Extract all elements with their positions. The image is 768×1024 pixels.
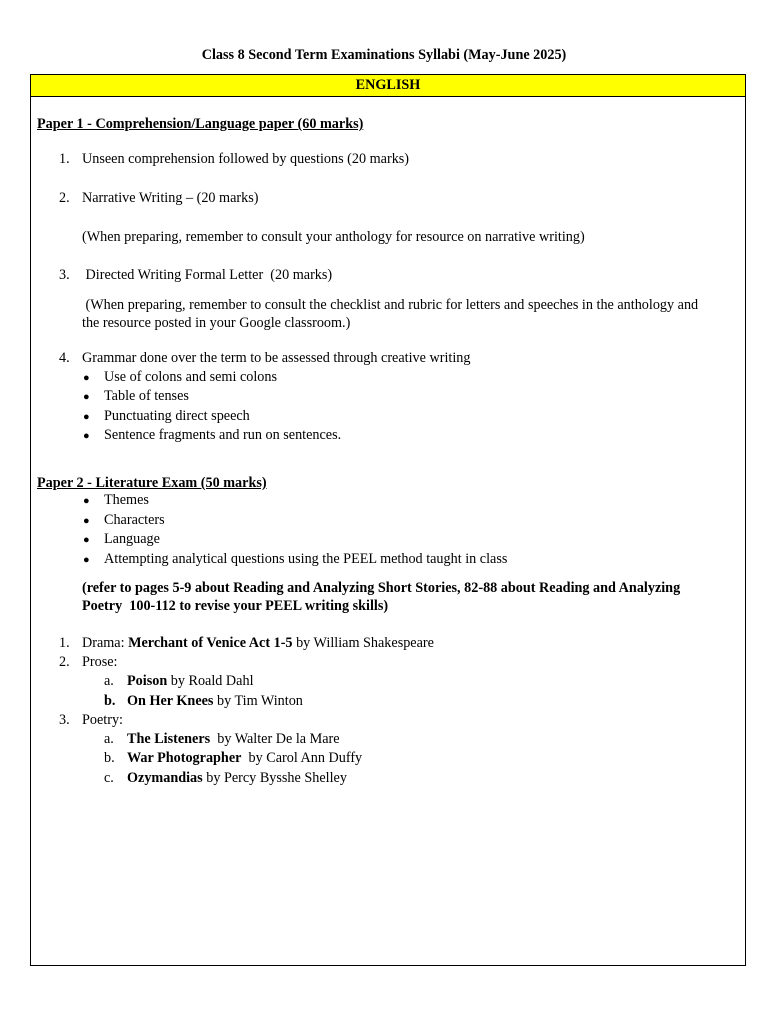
grammar-bullet-4: Sentence fragments and run on sentences. [104,427,342,443]
refer-note-line2: Poetry 100-112 to revise your PEEL writing skills) [82,598,389,614]
paper1-item-3-text: Directed Writing Formal Letter (20 marks) [82,267,333,283]
paper1-item-3-note-line1: (When preparing, remember to consult the checklist and rubric for letters and speeches in the anthology and [82,297,699,313]
refer-note-line1: (refer to pages 5-9 about Reading and Analyzing Short Stories, 82-88 about Reading and Analyzing [82,580,681,596]
bullet-icon: ● [83,515,90,527]
literature-bullet-4: Attempting analytical questions using the PEEL method taught in class [104,551,508,567]
bullet-icon: ● [83,372,90,384]
grammar-bullet-2: Table of tenses [104,388,189,404]
paper1-item-3-number: 3. [59,267,70,283]
bullet-icon: ● [83,391,90,403]
drama-number: 1. [59,635,70,651]
paper1-item-4-number: 4. [59,350,70,366]
poetry-item-a-letter: a. [104,731,114,747]
poetry-item-b-author: by Carol Ann Duffy [241,750,363,766]
poetry-item-c [127,770,347,787]
prose-item-b [127,693,303,710]
paper1-heading: Paper 1 - Comprehension/Language paper (60 marks) [37,116,364,132]
paper1-item-3-note-line2: the resource posted in your Google classroom.) [82,315,351,331]
poetry-item-b [127,750,362,767]
poetry-item-a-title: The Listeners [127,731,211,747]
prose-item-a [127,673,254,690]
drama-title: Merchant of Venice Act 1-5 [128,635,293,651]
paper1-item-4-text: Grammar done over the term to be assessed through creative writing [82,350,471,366]
prose-item-b-letter: b. [104,693,116,709]
grammar-bullet-3: Punctuating direct speech [104,408,250,424]
subject-banner: ENGLISH [31,75,745,97]
prose-item-b-title: On Her Knees [127,693,214,709]
paper1-item-2-number: 2. [59,190,70,206]
prose-item-a-title: Poison [127,673,168,689]
grammar-bullet-1: Use of colons and semi colons [104,369,277,385]
bullet-icon: ● [83,411,90,423]
poetry-item-b-letter: b. [104,750,115,766]
poetry-item-b-title: War Photographer [127,750,242,766]
literature-bullet-2: Characters [104,512,165,528]
poetry-item-c-title: Ozymandias [127,770,203,786]
drama-author: by William Shakespeare [292,635,434,651]
poetry-number: 3. [59,712,70,728]
prose-number: 2. [59,654,70,670]
bullet-icon: ● [83,430,90,442]
paper1-item-2-text: Narrative Writing – (20 marks) [82,190,259,206]
literature-bullet-3: Language [104,531,160,547]
prose-item-a-letter: a. [104,673,114,689]
paper1-item-2-note: (When preparing, remember to consult your anthology for resource on narrative writing) [82,229,585,245]
poetry-item-a [127,731,340,748]
poetry-item-c-author: by Percy Bysshe Shelley [202,770,347,786]
prose-item-a-author: by Roald Dahl [167,673,254,689]
drama-label: Drama: [82,635,129,651]
prose-item-b-author: by Tim Winton [213,693,303,709]
document-title: Class 8 Second Term Examinations Syllabi (May-June 2025) [201,47,567,63]
poetry-item-c-letter: c. [104,770,114,786]
paper2-heading: Paper 2 - Literature Exam (50 marks) [37,475,267,491]
paper1-item-1-text: Unseen comprehension followed by questions (20 marks) [82,151,410,167]
bullet-icon: ● [83,495,90,507]
paper1-item-1-number: 1. [59,151,70,167]
drama-line [82,635,434,652]
bullet-icon: ● [83,554,90,566]
poetry-label: Poetry: [82,712,123,728]
poetry-item-a-author: by Walter De la Mare [210,731,340,747]
prose-label: Prose: [82,654,118,670]
literature-bullet-1: Themes [104,492,149,508]
bullet-icon: ● [83,534,90,546]
